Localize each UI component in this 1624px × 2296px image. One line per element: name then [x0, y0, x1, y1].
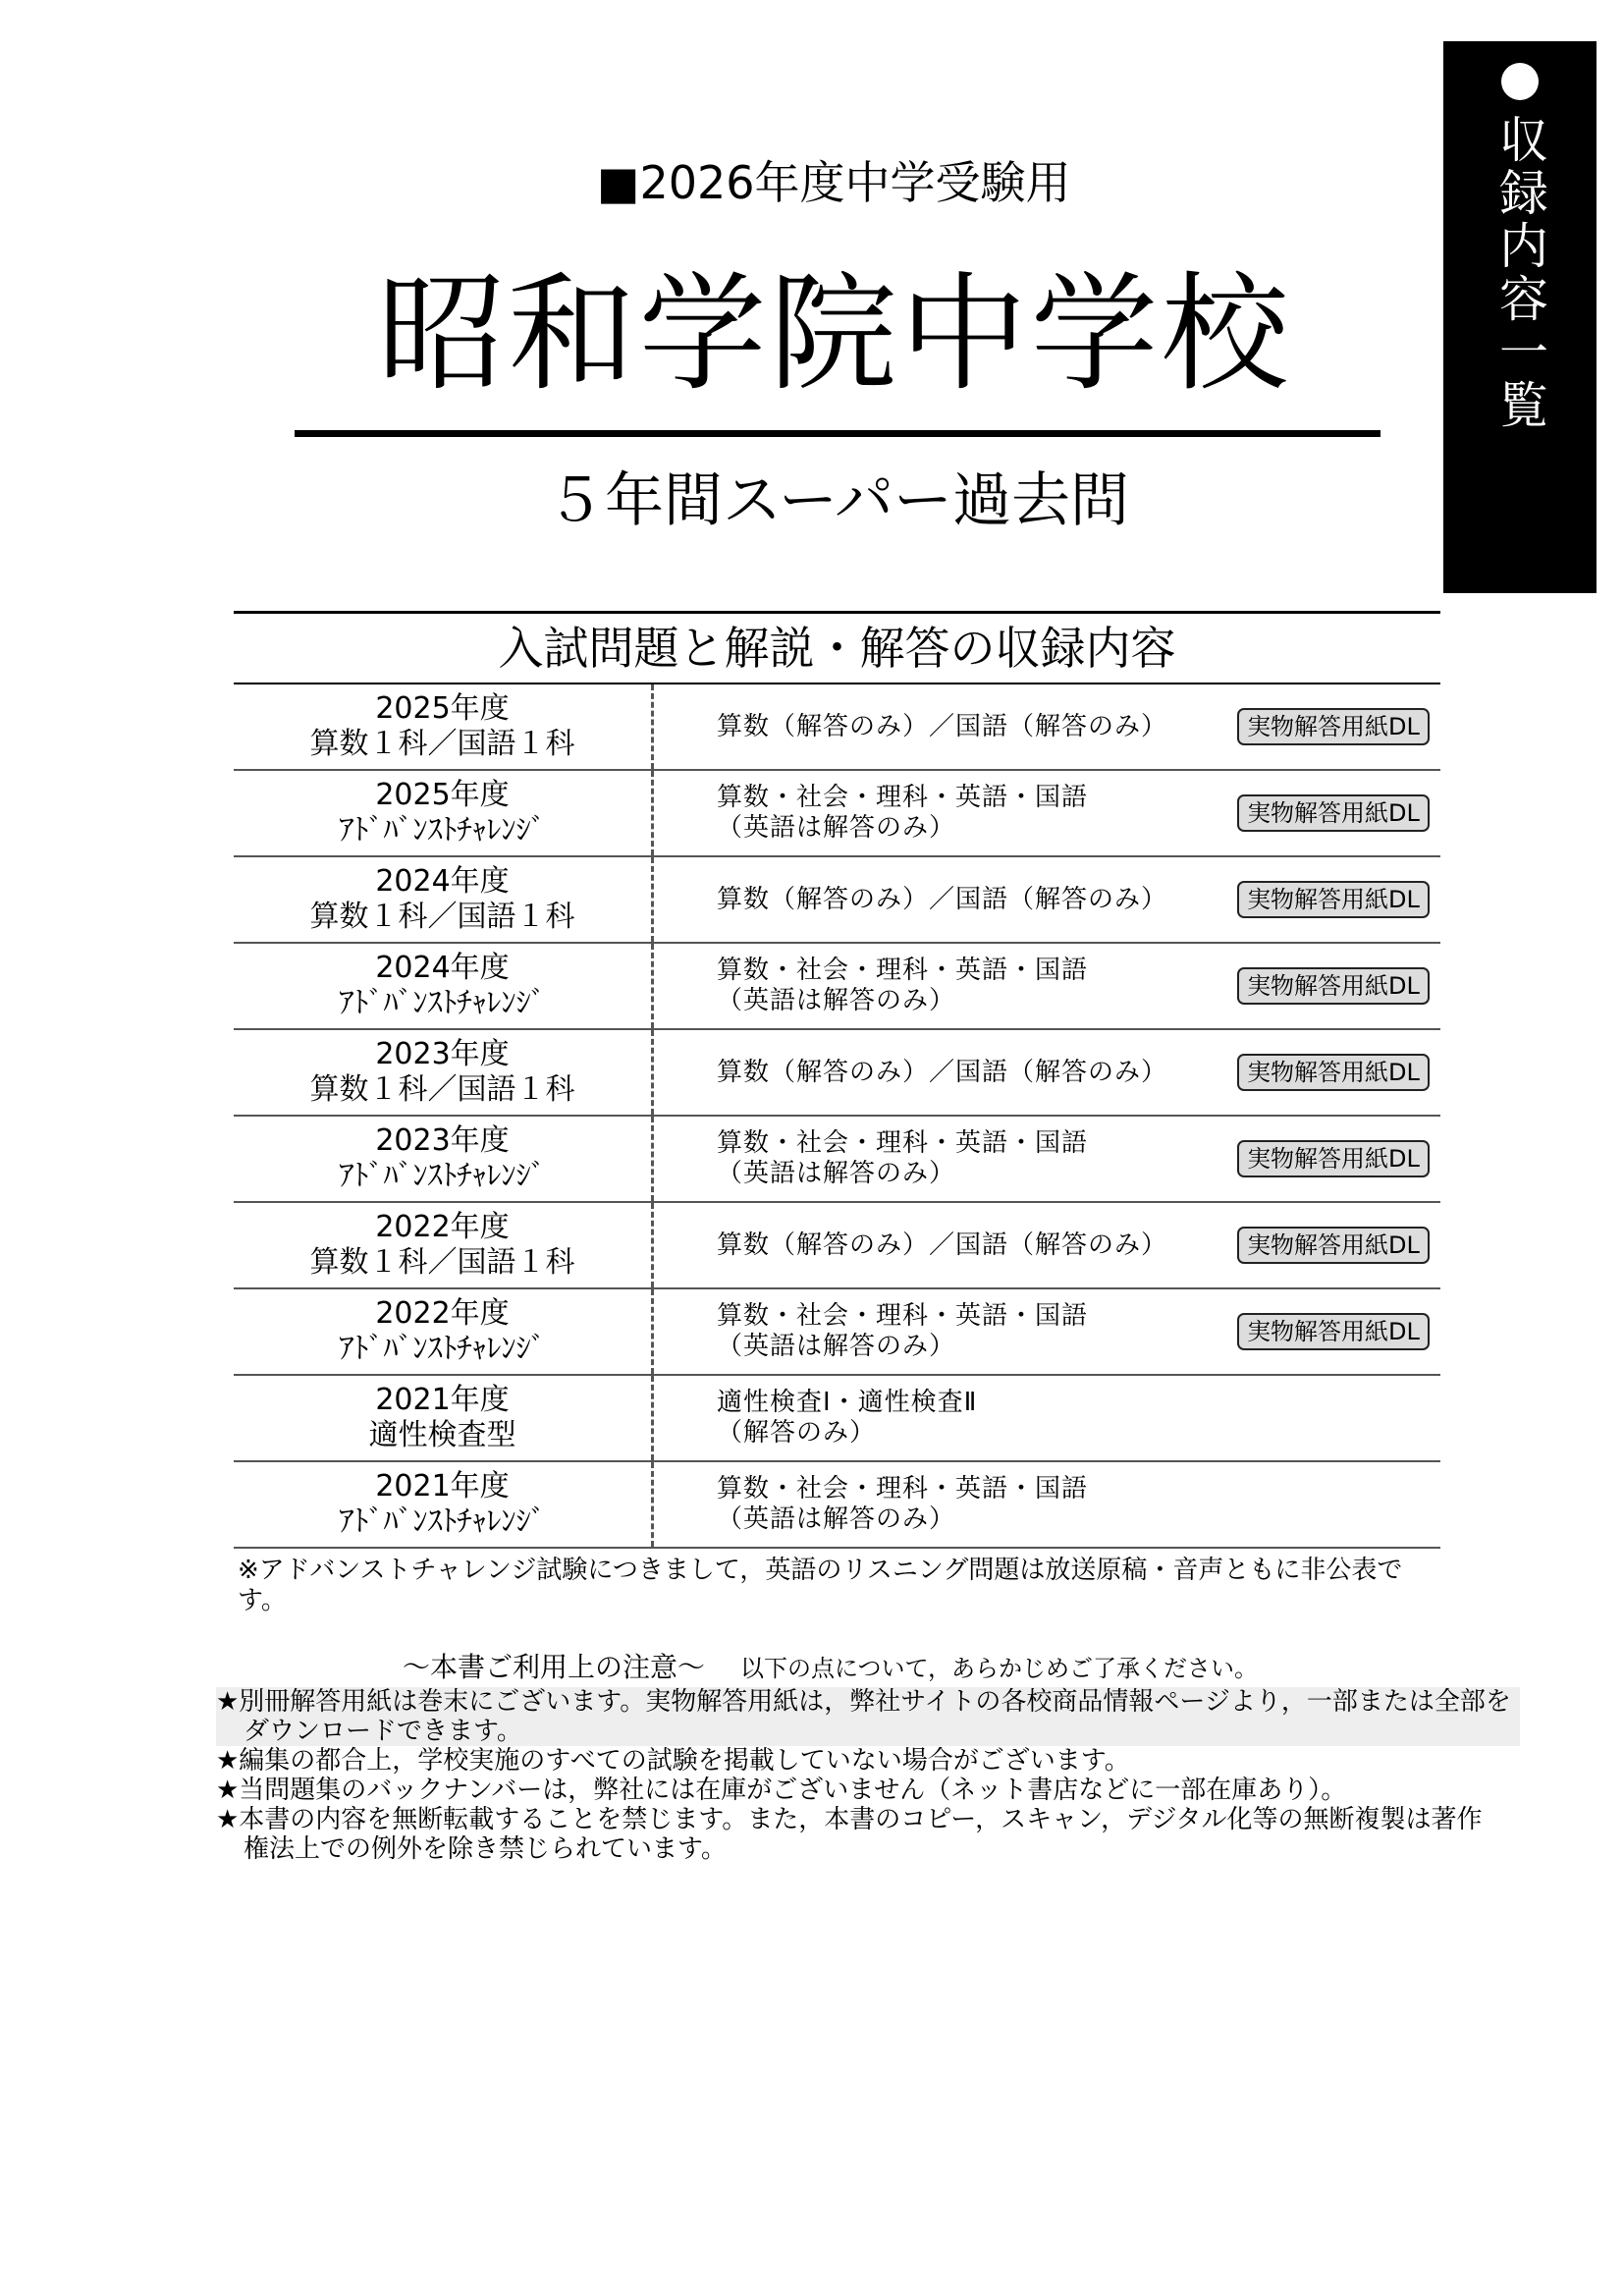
exam-year: 2022年度	[375, 1210, 510, 1244]
side-tab-label: 収録内容一覧	[1491, 114, 1548, 432]
contents-line: 算数（解答のみ）／国語（解答のみ）	[717, 884, 1168, 914]
contents-cell	[717, 1117, 1088, 1201]
answer-sheet-download-button[interactable]: 実物解答用紙DL	[1237, 1054, 1430, 1091]
notice-list	[216, 1687, 1511, 1864]
exam-year: 2023年度	[375, 1123, 510, 1158]
answer-sheet-download-button[interactable]: 実物解答用紙DL	[1237, 708, 1430, 745]
exam-year-cell	[234, 1462, 654, 1547]
contents-line: 算数（解答のみ）／国語（解答のみ）	[717, 711, 1168, 741]
contents-note: （英語は解答のみ）	[717, 986, 956, 1015]
contents-note: （英語は解答のみ）	[717, 1332, 956, 1361]
table-row	[234, 1376, 1440, 1462]
table-row	[234, 1030, 1440, 1117]
exam-year: 2025年度	[375, 691, 510, 726]
notice-item: ★編集の都合上，学校実施のすべての試験を掲載していない場合がございます。	[216, 1746, 1130, 1776]
table-row	[234, 684, 1440, 771]
contents-line: 適性検査Ⅰ・適性検査Ⅱ	[717, 1388, 978, 1417]
contents-line: 算数（解答のみ）／国語（解答のみ）	[717, 1230, 1168, 1260]
exam-year: 2021年度	[375, 1469, 510, 1503]
contents-line: 算数・社会・理科・英語・国語	[717, 1128, 1089, 1158]
contents-cell	[717, 1030, 1167, 1115]
exam-year-cell	[234, 944, 654, 1028]
table-row	[234, 1289, 1440, 1376]
contents-cell	[717, 857, 1167, 942]
exam-type: ｱﾄﾞﾊﾞﾝｽﾄﾁｬﾚﾝｼﾞ	[339, 813, 546, 847]
exam-type: 算数１科／国語１科	[309, 1245, 575, 1280]
contents-cell	[717, 1376, 977, 1460]
contents-note: （英語は解答のみ）	[717, 813, 956, 843]
exam-year-cell	[234, 1203, 654, 1287]
contents-cell	[717, 1289, 1088, 1374]
exam-type: 算数１科／国語１科	[309, 900, 575, 934]
contents-cell	[717, 1203, 1167, 1287]
table-row	[234, 771, 1440, 857]
contents-cell	[717, 684, 1167, 769]
exam-type: 適性検査型	[368, 1418, 516, 1452]
answer-sheet-download-button[interactable]: 実物解答用紙DL	[1237, 1313, 1430, 1350]
notice-heading	[403, 1651, 1258, 1685]
contents-cell	[717, 1462, 1088, 1547]
exam-type: ｱﾄﾞﾊﾞﾝｽﾄﾁｬﾚﾝｼﾞ	[339, 1504, 546, 1539]
notice-item: ★別冊解答用紙は巻末にございます。実物解答用紙は，弊社サイトの各校商品情報ページより，一部または全部をダウンロードできます。	[216, 1687, 1520, 1746]
contents-note: （英語は解答のみ）	[717, 1504, 956, 1534]
table-row	[234, 944, 1440, 1030]
answer-sheet-download-button[interactable]: 実物解答用紙DL	[1237, 881, 1430, 918]
contents-heading: 入試問題と解説・解答の収録内容	[234, 614, 1440, 684]
title-divider	[295, 430, 1380, 437]
exam-year: 2024年度	[375, 864, 510, 899]
page-subtitle: ５年間スーパー過去問	[546, 466, 1129, 535]
exam-year-cell	[234, 771, 654, 855]
exam-year: 2021年度	[375, 1383, 510, 1417]
page-title: 昭和学院中学校	[377, 259, 1292, 409]
contents-line: 算数・社会・理科・英語・国語	[717, 956, 1089, 985]
contents-rows	[234, 684, 1440, 1549]
contents-cell	[717, 771, 1088, 855]
contents-note: （英語は解答のみ）	[717, 1159, 956, 1188]
bullet-icon	[1501, 63, 1539, 100]
exam-type: 算数１科／国語１科	[309, 727, 575, 761]
contents-note: （解答のみ）	[717, 1418, 877, 1448]
table-row	[234, 1462, 1440, 1549]
exam-type: ｱﾄﾞﾊﾞﾝｽﾄﾁｬﾚﾝｼﾞ	[339, 1332, 546, 1366]
side-tab	[1443, 41, 1597, 593]
exam-year-cell	[234, 1117, 654, 1201]
exam-year: 2024年度	[375, 951, 510, 985]
answer-sheet-download-button[interactable]: 実物解答用紙DL	[1237, 1227, 1430, 1264]
table-row	[234, 1117, 1440, 1203]
answer-sheet-download-button[interactable]: 実物解答用紙DL	[1237, 967, 1430, 1005]
exam-type: ｱﾄﾞﾊﾞﾝｽﾄﾁｬﾚﾝｼﾞ	[339, 1159, 546, 1193]
contents-table	[234, 611, 1440, 1549]
notice-subtitle: 以下の点について，あらかじめご了承ください。	[740, 1655, 1259, 1682]
answer-sheet-download-button[interactable]: 実物解答用紙DL	[1237, 1140, 1430, 1177]
contents-line: 算数（解答のみ）／国語（解答のみ）	[717, 1057, 1168, 1087]
exam-year-cell	[234, 1289, 654, 1374]
exam-type: 算数１科／国語１科	[309, 1072, 575, 1107]
exam-year: 2022年度	[375, 1296, 510, 1331]
contents-line: 算数・社会・理科・英語・国語	[717, 783, 1089, 812]
exam-year: 2023年度	[375, 1037, 510, 1071]
contents-line: 算数・社会・理科・英語・国語	[717, 1301, 1089, 1331]
exam-year-cell	[234, 1030, 654, 1115]
contents-line: 算数・社会・理科・英語・国語	[717, 1474, 1089, 1503]
notice-item: ★当問題集のバックナンバーは，弊社には在庫がございません（ネット書店などに一部在庫あり）。	[216, 1776, 1347, 1805]
answer-sheet-download-button[interactable]: 実物解答用紙DL	[1237, 794, 1430, 832]
edition-label: ■2026年度中学受験用	[597, 156, 1071, 209]
exam-year-cell	[234, 1376, 654, 1460]
exam-year: 2025年度	[375, 778, 510, 812]
footnote: ※アドバンストチャレンジ試験につきまして，英語のリスニング問題は放送原稿・音声ともに非公表です。	[238, 1556, 1403, 1615]
notice-title: ～本書ご利用上の注意～	[403, 1651, 706, 1683]
notice-item: ★本書の内容を無断転載することを禁じます。また，本書のコピー，スキャン，デジタル化等の無断複製は著作権法上での例外を除き禁じられています。	[216, 1805, 1483, 1864]
exam-year-cell	[234, 684, 654, 769]
table-row	[234, 1203, 1440, 1289]
contents-cell	[717, 944, 1088, 1028]
exam-year-cell	[234, 857, 654, 942]
table-row	[234, 857, 1440, 944]
exam-type: ｱﾄﾞﾊﾞﾝｽﾄﾁｬﾚﾝｼﾞ	[339, 986, 546, 1020]
